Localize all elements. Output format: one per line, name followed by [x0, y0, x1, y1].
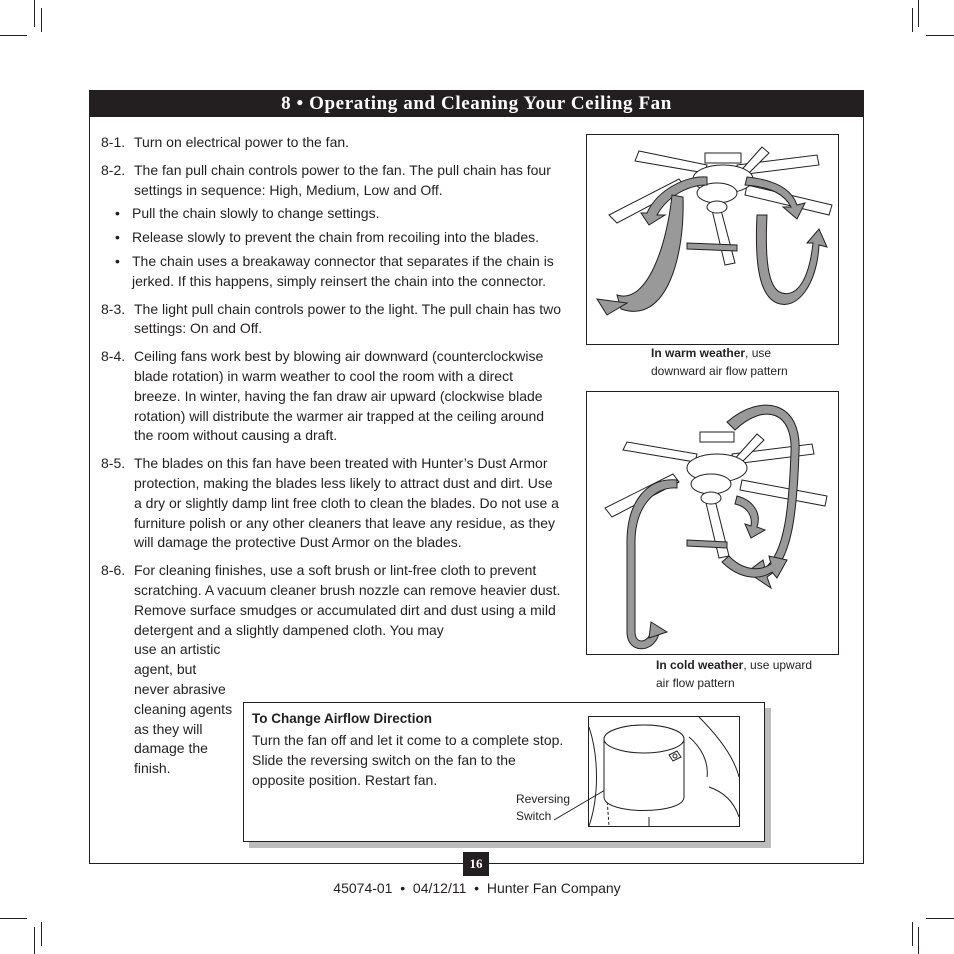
bullet-item: • The chain uses a breakaway connector that separates if the chain is jerked. If this happens, simply reinsert the chain into the connector.: [115, 252, 554, 289]
fan-motor-switch-illustration: [589, 717, 739, 826]
step-number: 8-1.: [101, 134, 126, 150]
step-text: Turn on electrical power to the fan.: [134, 134, 350, 150]
step-text-continued: use an artistic agent, but never abrasive cleaning agents as they will damage the finish.: [134, 641, 233, 777]
crop-mark: [912, 922, 913, 946]
bullet-item: • Pull the chain slowly to change settings.: [115, 205, 380, 222]
fan-downward-airflow-illustration: [587, 135, 838, 344]
crop-mark: [34, 927, 35, 954]
step-text: For cleaning finishes, use a soft brush or lint-free cloth to prevent scratching. A vacuum cleaner brush nozzle can remove heavier dust. Remove surface smudges or accumulated dirt and dust using a mild detergent and a slightly dampened cloth. You may: [134, 562, 561, 638]
box-text: Turn the fan off and let it come to a complete stop. Slide the reversing switch on the fan to the opposite position. Restart fan.: [252, 732, 564, 788]
step-text: The blades on this fan have been treated with Hunter’s Dust Armor protection, making the blades less likely to attract dust and dirt. Use a dry or slightly damp lint free cloth to clean the blades. Do not use a furniture polish or any other cleaners that leave any residue, as they will damage the protective Dust Armor on the blades.: [134, 455, 559, 551]
fan-upward-airflow-illustration: [587, 392, 838, 654]
bullet-list: [101, 204, 561, 291]
step-8-1: [101, 133, 561, 153]
crop-mark: [34, 0, 35, 27]
step-number: 8-2.: [101, 161, 126, 178]
box-title: To Change Airflow Direction: [252, 711, 433, 726]
reversing-switch-figure: [588, 716, 740, 827]
step-number: 8-3.: [101, 300, 126, 317]
crop-mark: [918, 927, 919, 954]
step-8-2: [101, 161, 561, 292]
bullet-text: Release slowly to prevent the chain from recoiling into the blades.: [132, 229, 539, 246]
crop-mark: [0, 35, 27, 36]
step-number: 8-5.: [101, 455, 126, 472]
cold-weather-caption: [656, 657, 826, 692]
caption-text: , use upward air flow pattern: [656, 658, 813, 690]
label-line: Switch: [516, 809, 552, 823]
crop-mark: [926, 918, 954, 919]
crop-mark: [0, 918, 27, 919]
airflow-direction-box: [243, 702, 765, 842]
warm-weather-caption: [651, 345, 821, 380]
step-8-4: [101, 347, 561, 446]
step-text: The fan pull chain controls power to the fan. The pull chain has four settings in sequence: High, Medium, Low and Off.: [134, 161, 551, 198]
crop-mark: [926, 35, 954, 36]
page-number: 16: [463, 852, 489, 876]
label-line: Reversing: [516, 792, 571, 806]
crop-mark: [918, 0, 919, 27]
footer: 45074-01 • 04/12/11 • Hunter Fan Company: [333, 880, 621, 896]
step-number: 8-6.: [101, 562, 126, 579]
caption-bold: In warm weather: [651, 346, 746, 360]
step-8-3: [101, 300, 561, 340]
crop-mark: [41, 922, 42, 946]
warm-weather-figure: [586, 134, 839, 345]
caption-bold: In cold weather: [656, 658, 744, 672]
bullet-item: • Release slowly to prevent the chain from recoiling into the blades.: [115, 229, 539, 246]
step-text: The light pull chain controls power to the light. The pull chain has two settings: On and Off.: [134, 300, 561, 337]
caption-text: , use downward air flow pattern: [651, 346, 788, 378]
section-title: 8 • Operating and Cleaning Your Ceiling Fan: [89, 90, 864, 117]
step-text: Ceiling fans work best by blowing air downward (counterclockwise blade rotation) in warm weather to cool the room with a direct breeze. In winter, having the fan draw air upward (clockwise blade rotation) will distribute the warmer air trapped at the ceiling around the room without causing a draft.: [134, 348, 545, 444]
cold-weather-figure: [586, 391, 839, 655]
step-8-5: [101, 454, 561, 553]
instructions: [101, 133, 561, 787]
step-number: 8-4.: [101, 348, 126, 365]
crop-mark: [912, 8, 913, 32]
bullet-text: The chain uses a breakaway connector that separates if the chain is jerked. If this happens, simply reinsert the chain into the connector.: [132, 252, 554, 289]
bullet-text: Pull the chain slowly to change settings.: [132, 205, 380, 222]
crop-mark: [41, 8, 42, 32]
